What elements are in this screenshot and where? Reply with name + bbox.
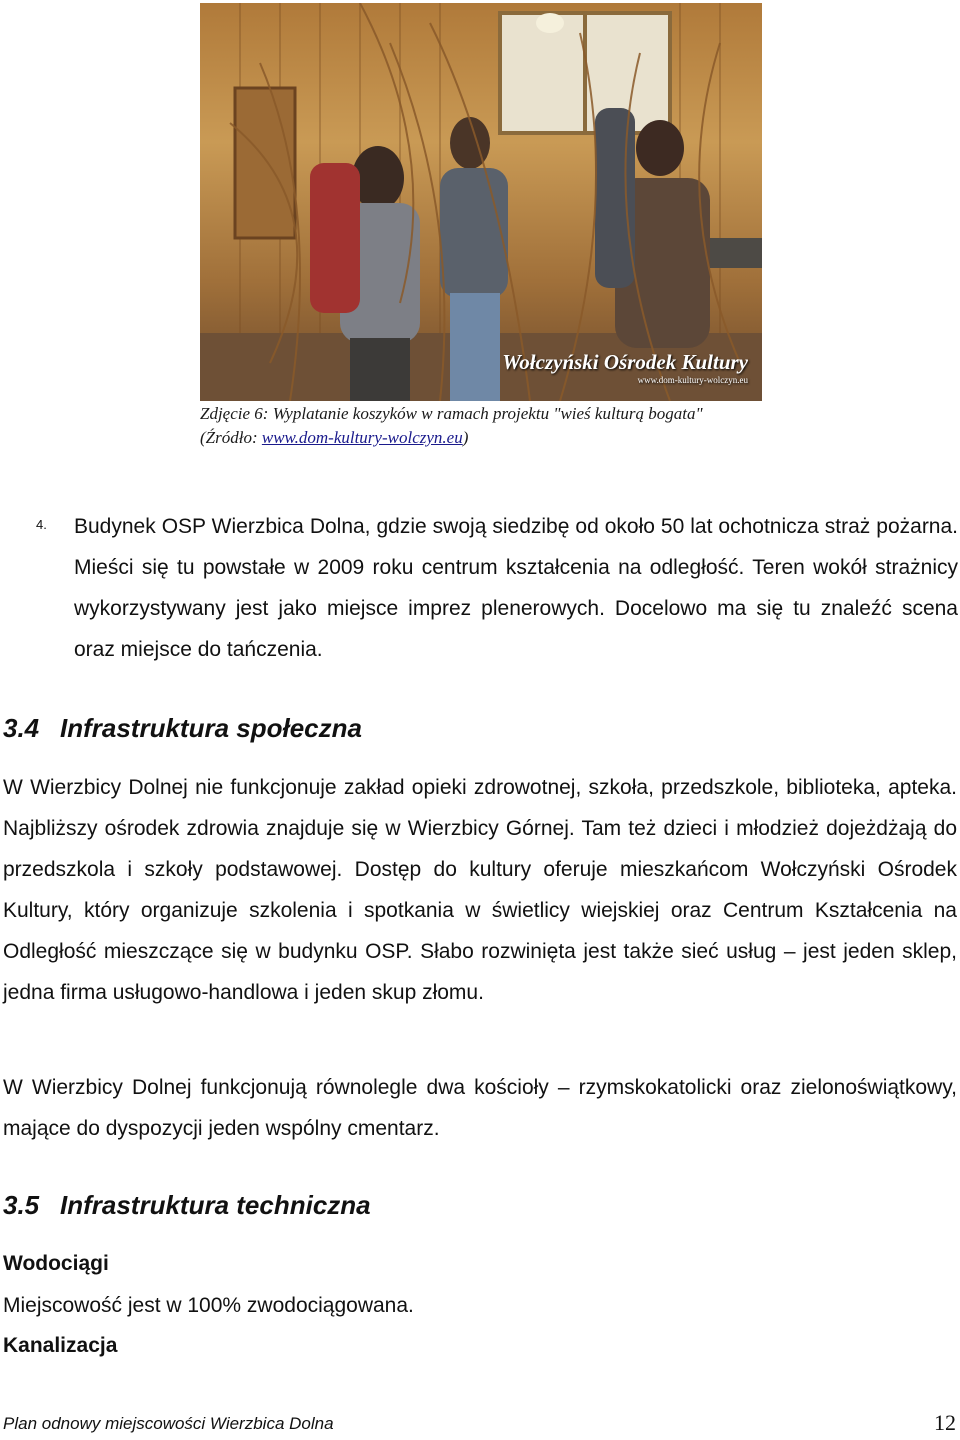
subheading-wodociagi: Wodociągi: [3, 1252, 109, 1275]
section-heading-3-4: [3, 713, 362, 744]
section-title: Infrastruktura techniczna: [60, 1190, 371, 1220]
page-number: 12: [934, 1410, 956, 1435]
list-item-text: Budynek OSP Wierzbica Dolna, gdzie swoją siedzibę od około 50 lat ochotnicza straż pożarna. Mieści się tu powstałe w 2009 roku centrum kształcenia na odległość. Teren wokół strażnicy wykorzystywany jest jako miejsce imprez plenerowych. Docelowo ma się tu znaleźć scena oraz miejsce do tańczenia.: [74, 515, 958, 661]
paragraph-churches: W Wierzbicy Dolnej funkcjonują równolegle dwa kościoły – rzymskokatolicki oraz zielonoświątkowy, mające do dyspozycji jeden wspólny cmentarz.: [3, 1076, 957, 1140]
list-item-number: 4.: [36, 517, 47, 532]
section-number: 3.4: [3, 713, 40, 743]
section-number: 3.5: [3, 1190, 40, 1220]
page-footer: [3, 1410, 956, 1440]
watermark-url: www.dom-kultury-wolczyn.eu: [637, 375, 748, 385]
list-item-4: [36, 506, 958, 670]
footer-title: Plan odnowy miejscowości Wierzbica Dolna: [3, 1414, 334, 1433]
section-heading-3-5: [3, 1190, 371, 1221]
caption-text: Zdjęcie 6: Wyplatanie koszyków w ramach projektu "wieś kulturą bogata" (Źródło:: [200, 404, 703, 447]
photo-scene: [200, 3, 762, 401]
caption-close: ): [462, 428, 469, 447]
section-title: Infrastruktura społeczna: [60, 713, 362, 743]
paragraph-social-infrastructure: W Wierzbicy Dolnej nie funkcjonuje zakład opieki zdrowotnej, szkoła, przedszkole, biblioteka, apteka. Najbliższy ośrodek zdrowia znajduje się w Wierzbicy Górnej. Tam też dzieci i młodzież dojeżdżają do przedszkola i szkoły podstawowej. Dostęp do kultury oferuje mieszkańcom Wołczyński Ośrodek Kultury, który organizuje szkolenia i spotkania w świetlicy wiejskiej oraz Centrum Kształcenia na Odległość mieszczące się w budynku OSP. Słabo rozwinięta jest także sieć usług – jest jeden sklep, jedna firma usługowo-handlowa i jeden skup złomu.: [3, 776, 957, 1004]
photo-basket-weaving: [200, 3, 762, 401]
photo-watermark: [502, 350, 748, 385]
photo-caption: [200, 402, 760, 450]
watermark-title: Wołczyński Ośrodek Kultury: [502, 350, 748, 374]
subheading-kanalizacja: Kanalizacja: [3, 1334, 118, 1357]
caption-link[interactable]: www.dom-kultury-wolczyn.eu: [261, 428, 463, 447]
text-wodociagi: Miejscowość jest w 100% zwodociągowana.: [3, 1294, 414, 1317]
